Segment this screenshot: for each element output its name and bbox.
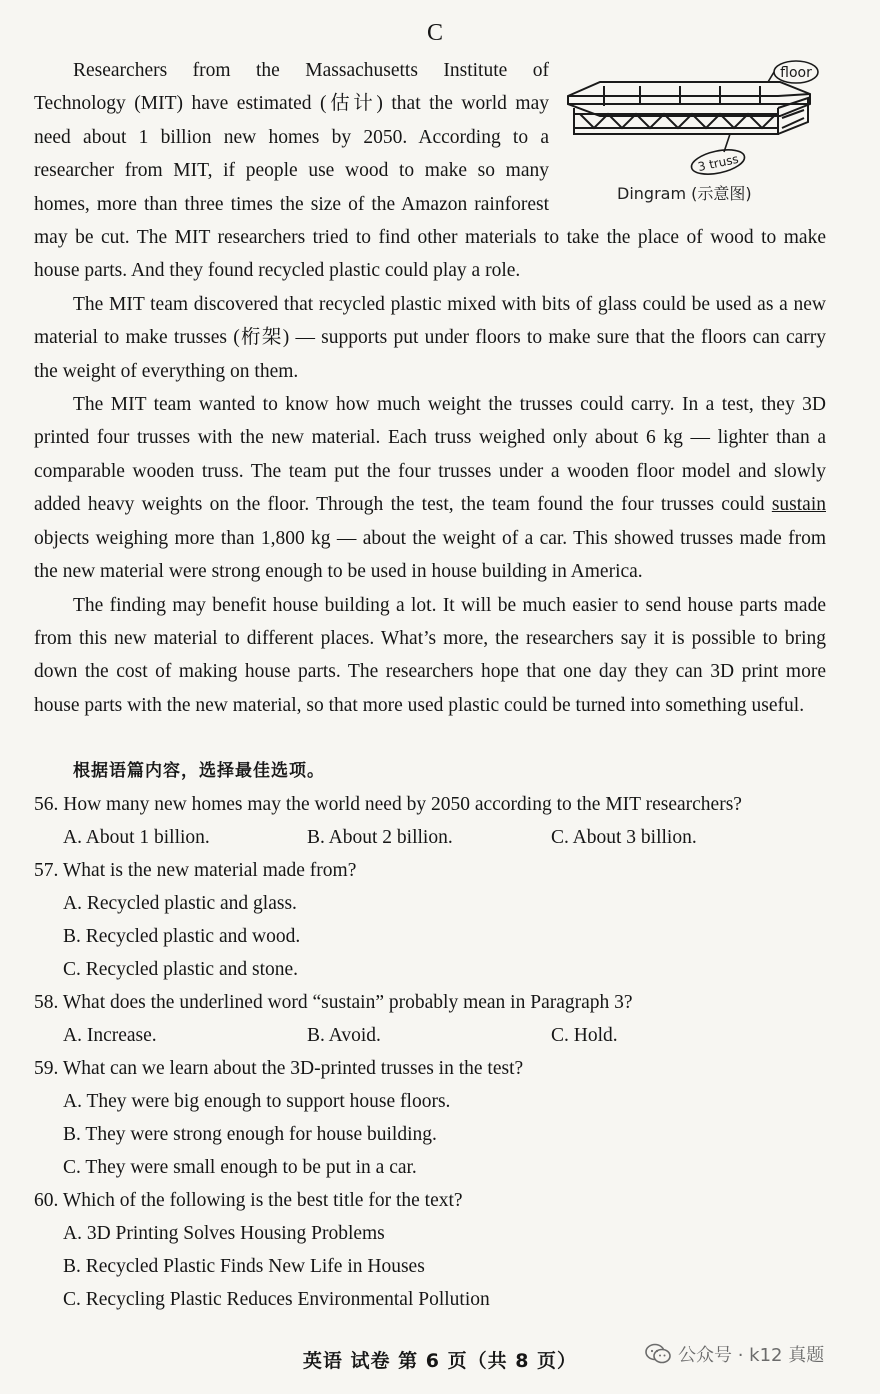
- diagram-caption: Dingram (示意图): [617, 184, 752, 203]
- p1-line: homes, more than three times the size of the Amazon rainforest: [34, 193, 549, 215]
- paragraph-1-wrapped: [34, 54, 549, 221]
- question-stem: 60. Which of the following is the best title for the text?: [34, 1190, 463, 1211]
- paragraph-4: The finding may benefit house building a lot. It will be much easier to send house parts made from this new material to different places. What’s more, the researchers say it is possible to bring down the cost of making house parts. The researchers hope that one day they can 3D print more house parts with the new material, so that more used plastic could be turned into something useful.: [34, 594, 826, 716]
- option: C. Recycling Plastic Reduces Environmental Pollution: [63, 1289, 490, 1310]
- passage: [34, 54, 826, 722]
- wechat-icon: [644, 1343, 672, 1365]
- option: B. Recycled Plastic Finds New Life in Houses: [63, 1256, 425, 1277]
- p1-line: need about 1 billion new homes by 2050. According to a: [34, 126, 549, 148]
- option: A. 3D Printing Solves Housing Problems: [63, 1223, 385, 1244]
- option: B. Avoid.: [307, 1025, 381, 1046]
- p1-line: researcher from MIT, if people use wood to make so many: [34, 160, 549, 182]
- option: C. Hold.: [551, 1025, 618, 1046]
- p1-line: Technology (MIT) have estimated (估计) that the world may: [34, 93, 549, 115]
- watermark-text: 公众号 · k12 真题: [678, 1345, 825, 1366]
- p3-text: The MIT team wanted to know how much weight the trusses could carry. In a test, they 3D printed four trusses with the new material. Each truss weighed only about 6 kg — lighter than a comparable wooden truss. The team put the four trusses under a wooden floor model and slowly added heavy weights on the floor. Through the test, the team found the four trusses could: [34, 394, 826, 516]
- question-stem: 59. What can we learn about the 3D-printed trusses in the test?: [34, 1058, 524, 1079]
- option: C. They were small enough to be put in a car.: [63, 1157, 417, 1178]
- option: A. Recycled plastic and glass.: [63, 893, 297, 914]
- question-stem: 56. How many new homes may the world need by 2050 according to the MIT researchers?: [34, 794, 742, 815]
- option: B. They were strong enough for house building.: [63, 1124, 437, 1145]
- question-stem: 58. What does the underlined word “sustain” probably mean in Paragraph 3?: [34, 992, 633, 1013]
- floor-label: floor: [780, 65, 812, 81]
- paragraph-3: [34, 388, 826, 588]
- paragraph-1-rest: may be cut. The MIT researchers tried to find other materials to take the place of wood to make house parts. And they found recycled plastic could play a role.: [34, 227, 826, 282]
- truss-label: 3 truss: [696, 151, 740, 175]
- option: A. Increase.: [63, 1025, 157, 1046]
- option: A. They were big enough to support house floors.: [63, 1091, 451, 1112]
- section-label: C: [426, 20, 443, 46]
- options-row: [34, 821, 834, 854]
- option: B. About 2 billion.: [307, 827, 453, 848]
- option: B. Recycled plastic and wood.: [63, 926, 301, 947]
- p1-line: Researchers from the Massachusetts Institute of: [73, 60, 549, 81]
- option: A. About 1 billion.: [63, 827, 210, 848]
- options-row: [34, 1019, 834, 1052]
- option: C. Recycled plastic and stone.: [63, 959, 299, 980]
- page-footer: 英语 试卷 第 6 页（共 8 页）: [302, 1350, 578, 1372]
- paragraph-2: The MIT team discovered that recycled plastic mixed with bits of glass could be used as a new material to make trusses (桁架) — supports put under floors to make sure that the floors can carry the weight of everything on them.: [34, 293, 826, 382]
- question-stem: 57. What is the new material made from?: [34, 860, 357, 881]
- watermark: [644, 1341, 824, 1367]
- instruction: 根据语篇内容，选择最佳选项。: [73, 761, 325, 781]
- questions-section: [34, 755, 834, 1316]
- p3-text: objects weighing more than 1,800 kg — about the weight of a car. This showed trusses made from the new material were strong enough to be used in house building in America.: [34, 527, 826, 583]
- option: C. About 3 billion.: [551, 827, 697, 848]
- underlined-word: sustain: [771, 494, 826, 516]
